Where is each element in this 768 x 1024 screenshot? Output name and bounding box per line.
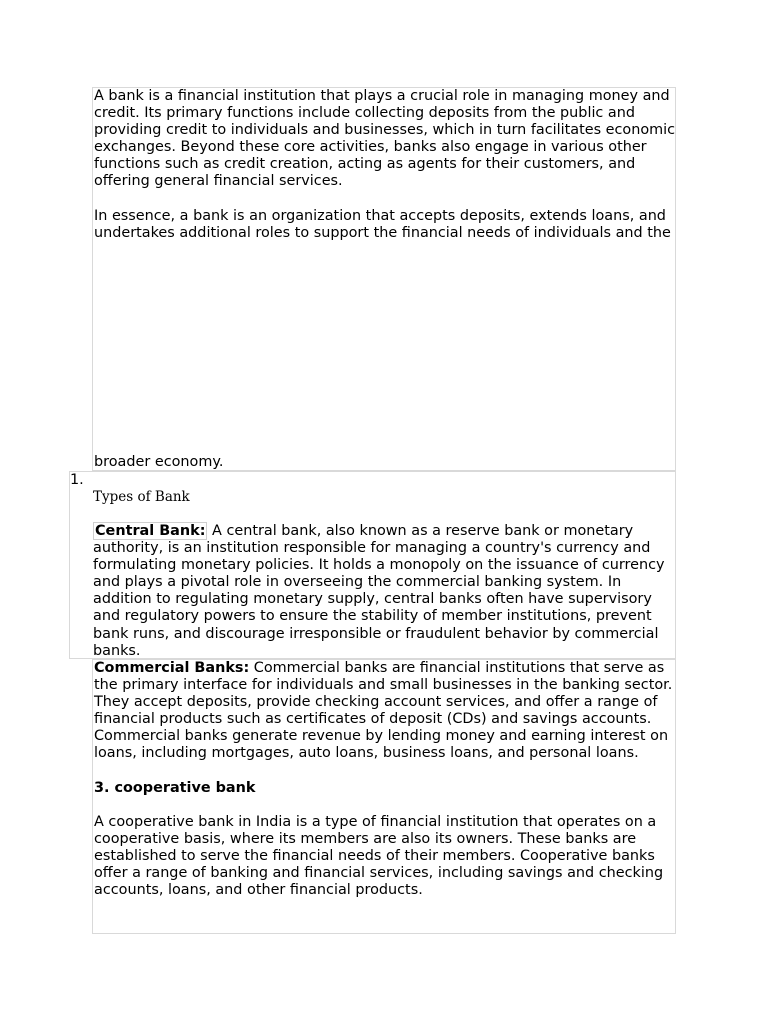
central-bank-paragraph [93,523,677,660]
cooperative-bank-paragraph: A cooperative bank in India is a type of financial institution that operates on a cooperative basis, where its members are also its owners. These banks are established to serve the financial needs of their members. Cooperative banks offer a range of banking and financial services, including savings and checking accounts, loans, and other financial products. [94,814,664,899]
list-marker: 1. [70,472,84,488]
cooperative-bank-heading: 3. cooperative bank [94,780,256,796]
intro-section [92,87,676,471]
types-section [69,471,676,659]
central-bank-text: A central bank, also known as a reserve bank or monetary authority, is an institution responsible for managing a country's currency and formulating monetary policies. It holds a monopoly on the issuance of currency and plays a pivotal role in overseeing the commercial banking system. In addition to regulating monetary supply, central banks often have supervisory and regulatory powers to ensure the stability of member institutions, prevent bank runs, and discourage irresponsible or fraudulent behavior by commercial banks. [93,523,665,659]
commercial-bank-text: Commercial banks are financial institutions that serve as the primary interface for individuals and small businesses in the banking sector. They accept deposits, provide checking account services, and offer a range of financial products such as certificates of deposit (CDs) and savings accounts. Commercial banks generate revenue by lending money and earning interest on loans, including mortgages, auto loans, business loans, and personal loans. [94,660,673,762]
commercial-bank-paragraph [94,660,678,763]
summary-paragraph-end: broader economy. [94,454,224,470]
types-heading: Types of Bank [93,489,190,505]
commercial-bank-term: Commercial Banks: [94,660,250,676]
bank-types-section [92,659,676,934]
intro-paragraph: A bank is a financial institution that plays a crucial role in managing money and credit. Its primary functions include collecting deposits from the public and providing credit to individuals and businesses, which in turn facilitates economic exchanges. Beyond these core activities, banks also engage in various other functions such as credit creation, acting as agents for their customers, and offering general financial services. [94,88,676,190]
central-bank-term: Central Bank: [95,523,206,539]
summary-paragraph-start: In essence, a bank is an organization that accepts deposits, extends loans, and undertakes additional roles to support the financial needs of individuals and the [94,208,671,242]
